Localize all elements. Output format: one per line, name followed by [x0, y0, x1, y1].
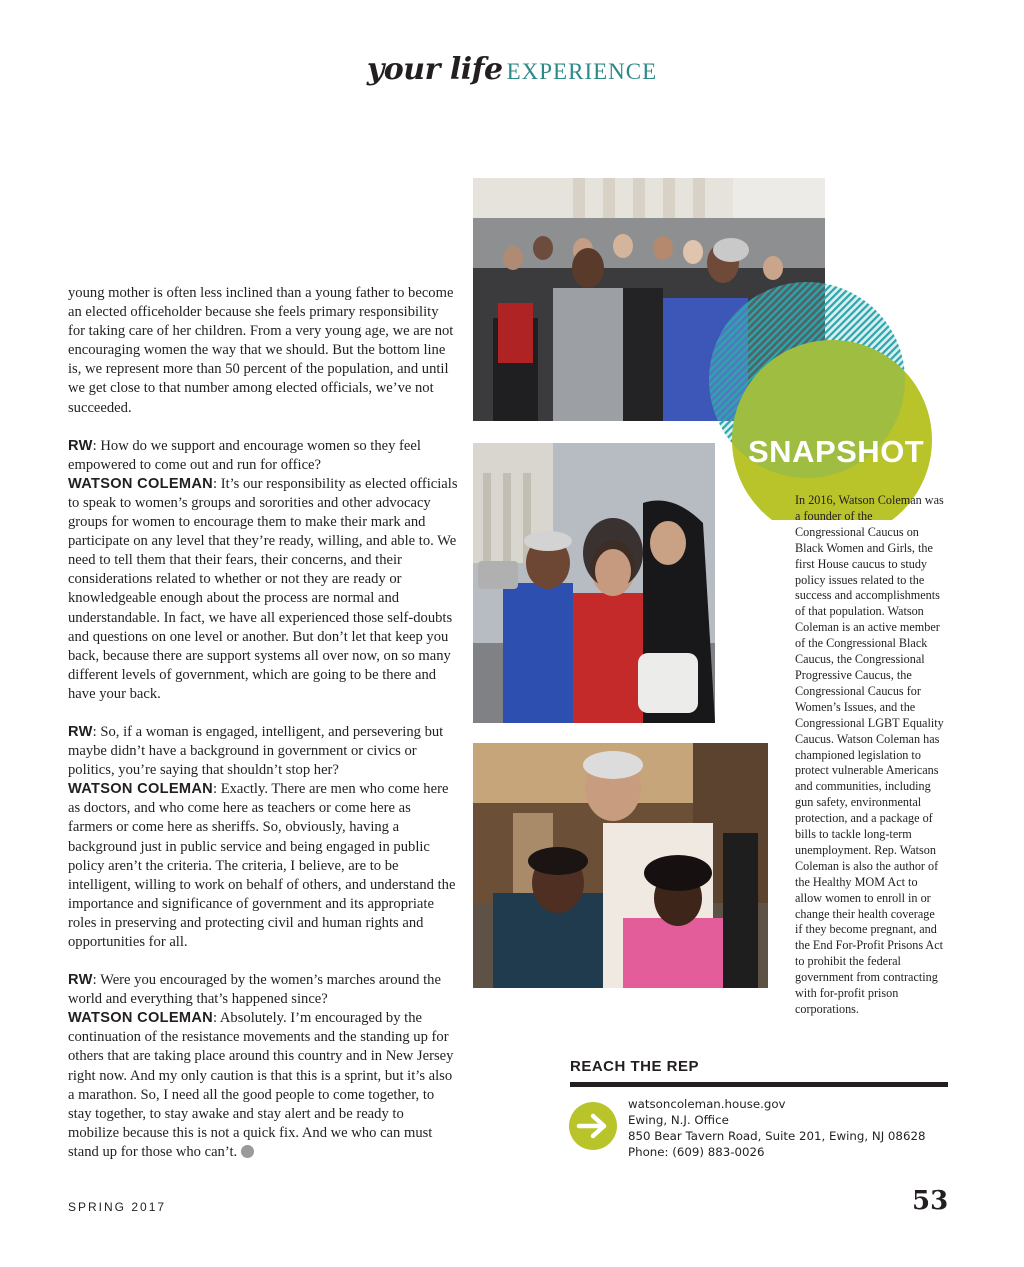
speaker-label: RW	[68, 437, 93, 454]
article-body	[68, 284, 458, 1181]
magazine-brand: your life	[366, 52, 503, 87]
issue-label: SPRING 2017	[68, 1200, 167, 1214]
end-of-article-icon	[241, 1145, 254, 1158]
snapshot-text: In 2016, Watson Coleman was a founder of the Congressional Caucus on Black Women and Girls, the first House caucus to study policy issues related to the success and accomplishments of that population. Watson Coleman is an active member of the Congressional Black Caucus, the Congressional Progressive Caucus, the Congressional Caucus for Women’s Issues, and the Congressional LGBT Equality Caucus. Watson Coleman has championed legislation to protect vulnerable Americans and communities, including gun safety, environmental protection, and a package of bills to tackle long-term unemployment. Rep. Watson Coleman is also the author of the Healthy MOM Act to allow women to enroll in or change their health coverage if they become pregnant, and the End For-Profit Prisons Act to prohibit the federal government from contracting with for-profit prison corporations.	[795, 493, 944, 1016]
rep-phone: Phone: (609) 883-0026	[628, 1145, 765, 1159]
speaker-label: RW	[68, 723, 93, 740]
rep-office-address: 850 Bear Tavern Road, Suite 201, Ewing, NJ 08628	[628, 1129, 926, 1143]
photo-selfie	[473, 443, 715, 723]
reach-contact-details	[628, 1096, 925, 1160]
question-text: : How do we support and encourage women so they feel empowered to come out and run for office?	[68, 437, 421, 473]
rep-website-link[interactable]: watsoncoleman.house.gov	[628, 1097, 786, 1111]
speaker-label: WATSON COLEMAN	[68, 475, 213, 492]
article-qa-block	[68, 437, 458, 704]
question-text: : So, if a woman is engaged, intelligent, and persevering but maybe didn’t have a background in government or civics or politics, you’re saying that shouldn’t stop her?	[68, 723, 444, 779]
speaker-label: WATSON COLEMAN	[68, 781, 213, 798]
snapshot-circles-graphic	[700, 280, 940, 520]
section-label: EXPERIENCE	[506, 59, 658, 84]
speaker-label: RW	[68, 972, 93, 989]
speaker-label: WATSON COLEMAN	[68, 1010, 213, 1027]
photo-with-children	[473, 743, 768, 988]
snapshot-title: SNAPSHOT	[748, 434, 925, 469]
article-qa-block	[68, 723, 458, 952]
rep-office-name: Ewing, N.J. Office	[628, 1113, 729, 1127]
article-paragraph: young mother is often less inclined than a young father to become an elected officeholder because she feels primary responsibility for taking care of her children. From a very young age, we are not encouraging women the way that we should. But the bottom line is, we represent more than 50 percent of the population, and until we get close to that number among elected officials, we’ve not succeeded.	[68, 285, 454, 416]
reach-divider	[570, 1082, 948, 1087]
answer-text: : It’s our responsibility as elected officials to speak to women’s groups and sororities and other advocacy groups for women to encourage them to make their mark and participate on any level that they’re ready, willing, and able to. We need to tell them that their fears, their concerns, and their considerations related to whether or not they are ready or knowledgeable enough about the process are normal and understandable. In fact, we have all experienced those self-doubts and questions on one level or another. But don’t let that keep you back, because there are support systems all over now, on so many different levels of government, which are going to be there and have your back.	[68, 475, 458, 702]
arrow-right-icon	[568, 1101, 618, 1151]
answer-text: : Exactly. There are men who come here as doctors, and who come here as teachers or come here as farmers or come here as sheriffs. So, obviously, having a background just in public service and being engaged in public policy aren’t the criteria. The criteria, I believe, are to be intelligent, willing to work on behalf of others, and understand the importance and significance of government and its appropriate roles in preserving and protecting civil and human rights and opportunities for all.	[68, 781, 456, 950]
article-qa-block	[68, 971, 458, 1162]
page-header	[0, 52, 1024, 87]
reach-the-rep-title: REACH THE REP	[570, 1058, 700, 1075]
question-text: : Were you encouraged by the women’s marches around the world and everything that’s happened since?	[68, 972, 441, 1008]
page-number: 53	[912, 1186, 949, 1216]
answer-text: : Absolutely. I’m encouraged by the continuation of the resistance movements and the standing up for others that are taking place around this country and in New Jersey right now. And my only caution is that this is a sprint, but it’s also a marathon. So, I need all the good people to come together, to stay together, to stay awake and stay alert and be ready to mobilize because this is not a quick fix. And we who can must stand up for those who can’t.	[68, 1010, 454, 1160]
